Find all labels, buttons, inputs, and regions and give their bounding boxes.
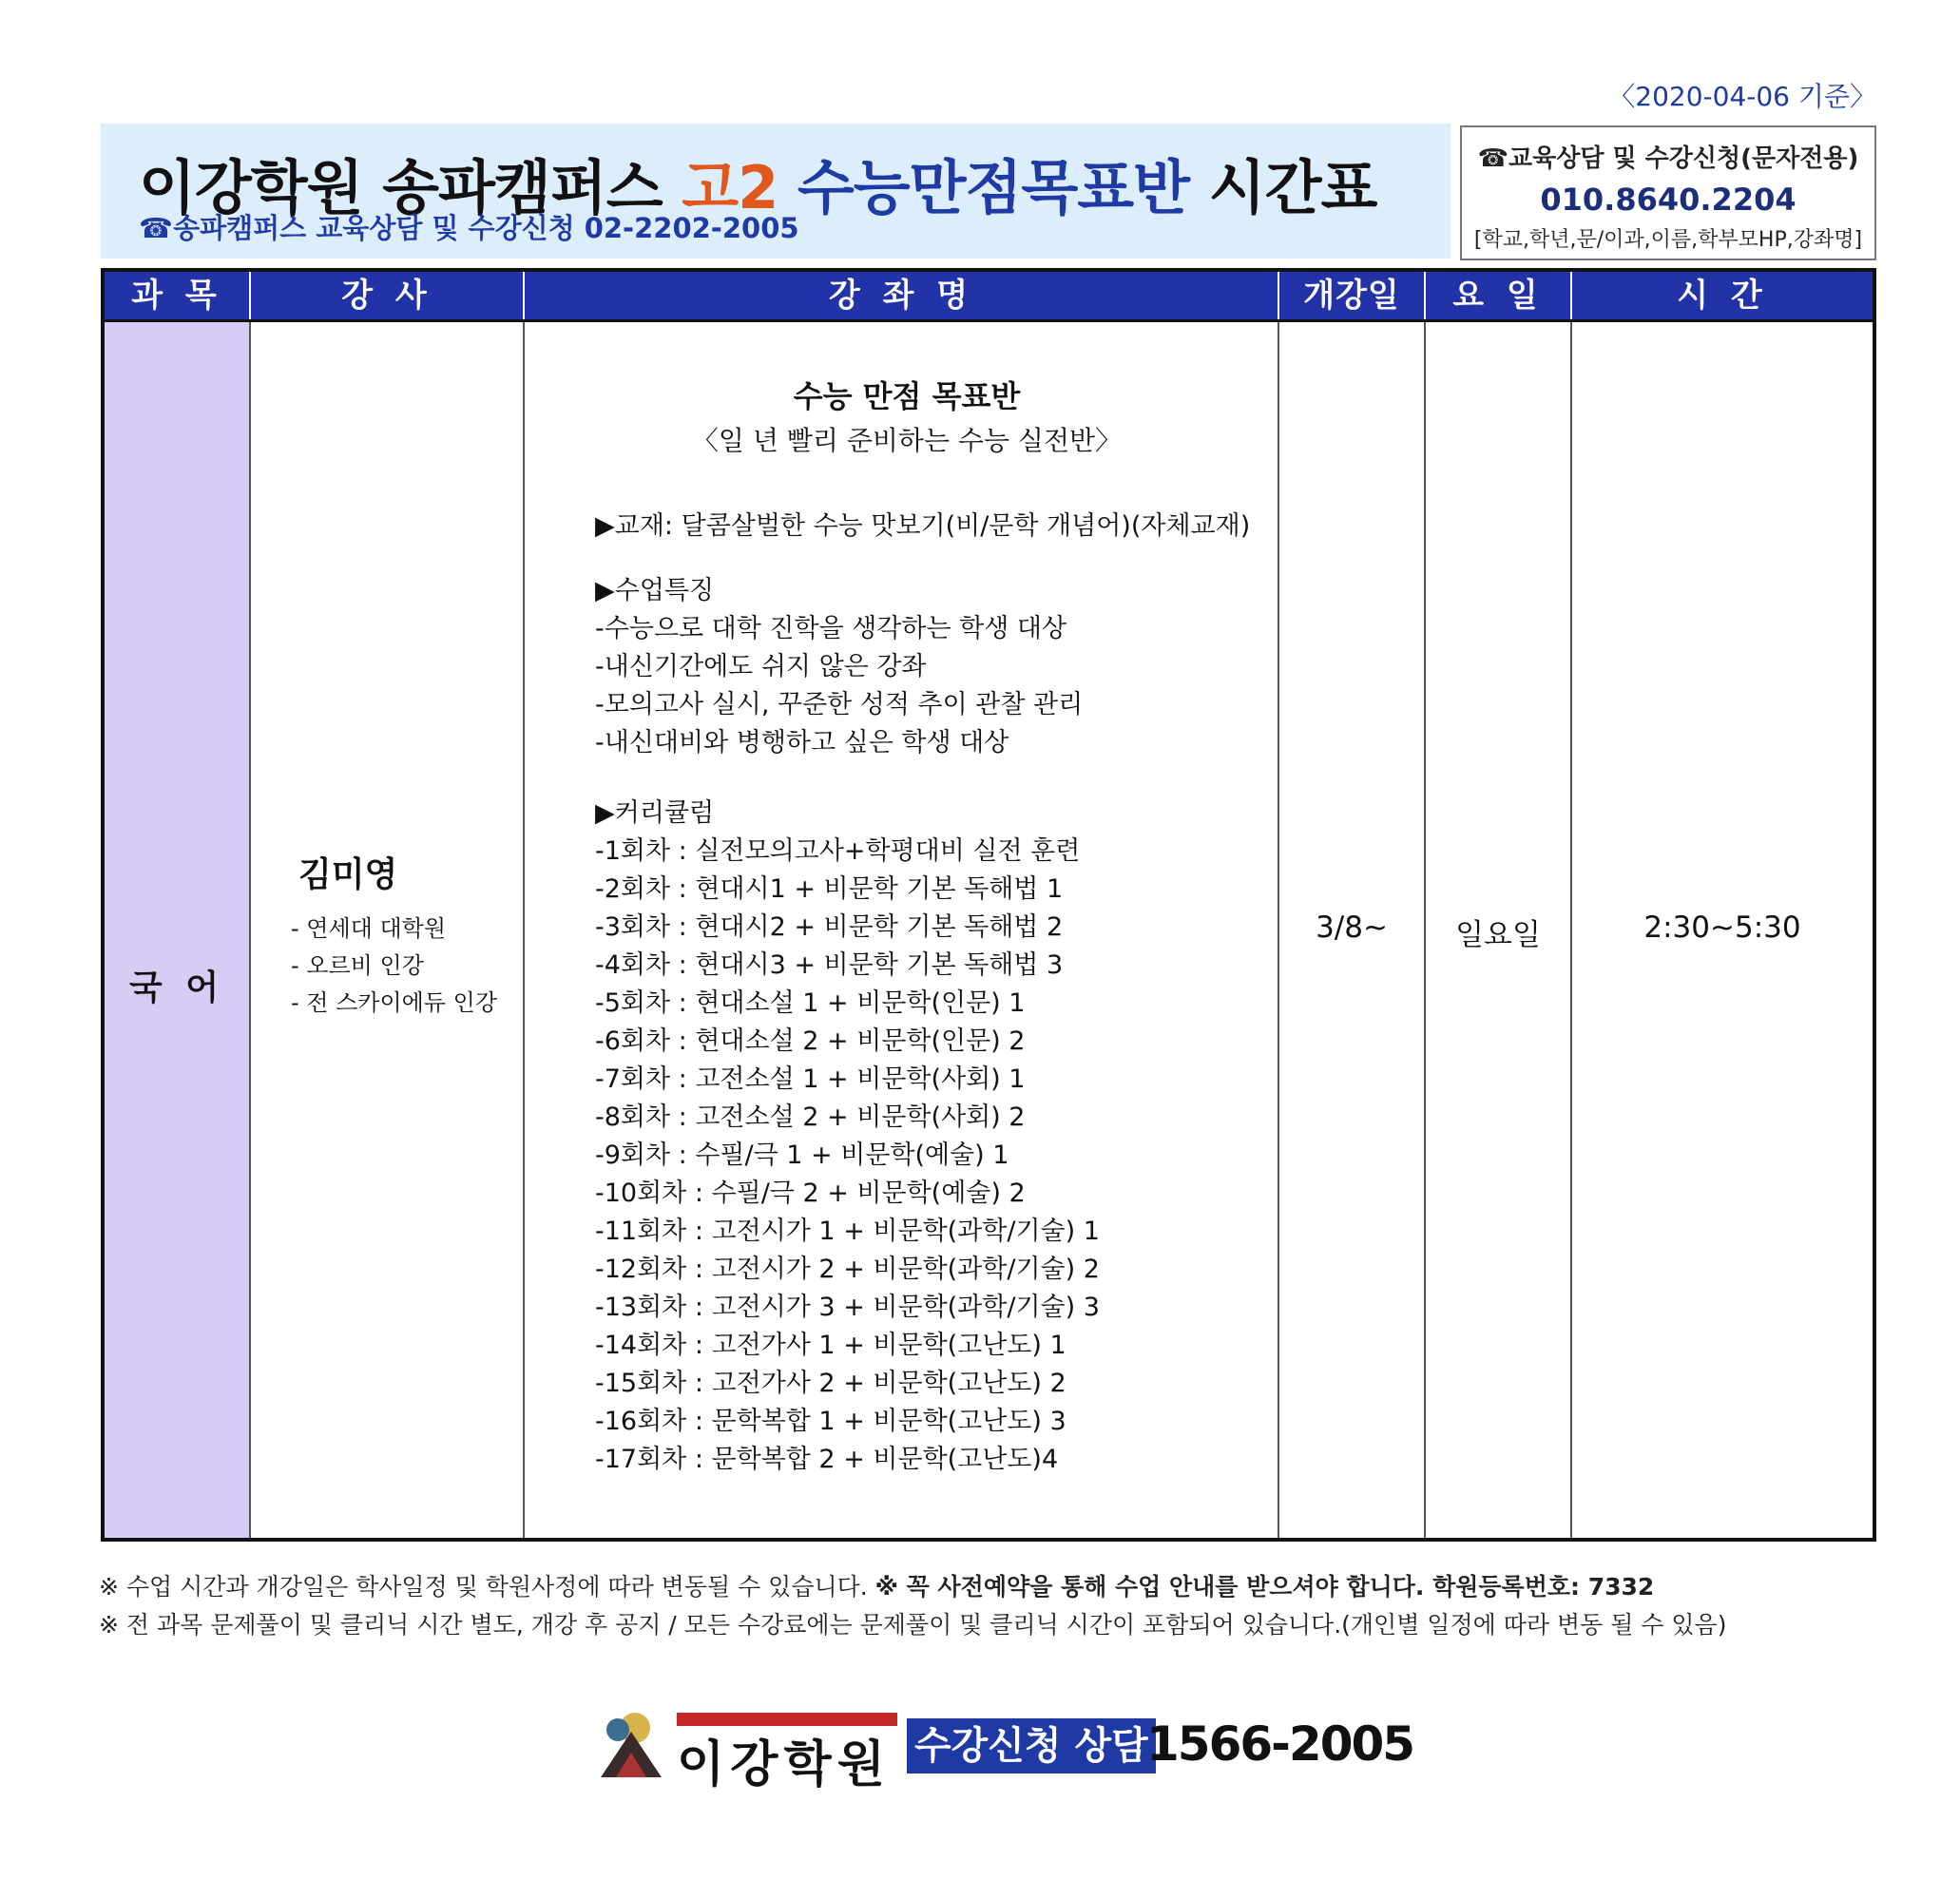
curriculum-item: -1회차 : 실전모의고사+학평대비 실전 훈련 bbox=[595, 836, 1081, 866]
curriculum-item: -2회차 : 현대시1 + 비문학 기본 독해법 1 bbox=[595, 874, 1064, 904]
column-divider bbox=[249, 322, 251, 1538]
title-grade: 고2 bbox=[682, 153, 778, 222]
curriculum-item: -4회차 : 현대시3 + 비문학 기본 독해법 3 bbox=[595, 950, 1064, 980]
curriculum-item: -5회차 : 현대소설 1 + 비문학(인문) 1 bbox=[595, 988, 1026, 1018]
header-time: 시 간 bbox=[1677, 277, 1768, 315]
contact-instructions: [학교,학년,문/이과,이름,학부모HP,강좌명] bbox=[1473, 228, 1863, 252]
curriculum-item: -17회차 : 문학복합 2 + 비문학(고난도)4 bbox=[595, 1445, 1059, 1474]
time-value: 2:30~5:30 bbox=[1643, 911, 1801, 945]
feature-item: -내신기간에도 쉬지 않은 강좌 bbox=[595, 652, 927, 681]
textbook-line: ▶교재: 달콤살벌한 수능 맛보기(비/문학 개념어)(자체교재) bbox=[595, 511, 1251, 541]
header-start-date: 개강일 bbox=[1303, 277, 1400, 315]
note-line-1 bbox=[99, 1568, 1726, 1606]
academy-logo-text: 이강학원 bbox=[677, 1736, 891, 1793]
header-course: 강 좌 명 bbox=[828, 277, 974, 315]
title-part3: 시간표 bbox=[1189, 153, 1377, 222]
header-divider bbox=[523, 272, 525, 319]
feature-item: -수능으로 대학 진학을 생각하는 학생 대상 bbox=[595, 614, 1067, 643]
teacher-credential: - 전 스카이에듀 인강 bbox=[291, 989, 498, 1016]
header-divider bbox=[1278, 272, 1279, 319]
course-description bbox=[595, 508, 1250, 1479]
curriculum-heading: ▶커리큘럼 bbox=[595, 798, 715, 828]
header-teacher: 강 사 bbox=[341, 277, 432, 315]
curriculum-section bbox=[595, 795, 1250, 1479]
features-heading: ▶수업특징 bbox=[595, 576, 715, 605]
academy-logo-icon bbox=[593, 1707, 669, 1783]
curriculum-item: -15회차 : 고전가사 2 + 비문학(고난도) 2 bbox=[595, 1369, 1066, 1398]
campus-phone-subtitle: ☎송파캠퍼스 교육상담 및 수강신청 02-2202-2005 bbox=[139, 212, 799, 244]
header-divider bbox=[1424, 272, 1426, 319]
curriculum-item: -8회차 : 고전소설 2 + 비문학(사회) 2 bbox=[595, 1102, 1026, 1132]
curriculum-item: -10회차 : 수필/극 2 + 비문학(예술) 2 bbox=[595, 1179, 1026, 1208]
teacher-name: 김미영 bbox=[298, 855, 398, 894]
curriculum-item: -3회차 : 현대시2 + 비문학 기본 독해법 2 bbox=[595, 912, 1064, 942]
curriculum-item: -16회차 : 문학복합 1 + 비문학(고난도) 3 bbox=[595, 1407, 1066, 1436]
curriculum-item: -6회차 : 현대소설 2 + 비문학(인문) 2 bbox=[595, 1026, 1026, 1056]
curriculum-item: -7회차 : 고전소설 1 + 비문학(사회) 1 bbox=[595, 1064, 1026, 1094]
day-value: 일요일 bbox=[1455, 918, 1541, 952]
course-title: 수능 만점 목표반 bbox=[793, 378, 1021, 414]
date-reference: 〈2020-04-06 기준〉 bbox=[1608, 81, 1876, 112]
contact-box bbox=[1460, 125, 1876, 260]
teacher-credential: - 연세대 대학원 bbox=[291, 915, 447, 942]
note-line-2: ※ 전 과목 문제풀이 및 클리닉 시간 별도, 개강 후 공지 / 모든 수강료에는 문제풀이 및 클리닉 시간이 포함되어 있습니다.(개인별 일정에 따라 변동 될 수 있음) bbox=[99, 1611, 1727, 1639]
header-day: 요 일 bbox=[1452, 277, 1544, 315]
timetable bbox=[101, 268, 1876, 1542]
header-divider bbox=[1570, 272, 1572, 319]
footer bbox=[593, 1707, 1414, 1793]
curriculum-item: -14회차 : 고전가사 1 + 비문학(고난도) 1 bbox=[595, 1331, 1066, 1360]
notes bbox=[99, 1568, 1726, 1644]
teacher-credentials bbox=[291, 911, 497, 1022]
table-header-row bbox=[105, 272, 1873, 322]
start-date-value: 3/8~ bbox=[1316, 911, 1388, 945]
title-class-name: 수능만점목표반 bbox=[778, 153, 1190, 222]
enroll-consult-label: 수강신청 상담 bbox=[907, 1718, 1156, 1774]
curriculum-item: -12회차 : 고전시가 2 + 비문학(과학/기술) 2 bbox=[595, 1255, 1100, 1284]
curriculum-item: -11회차 : 고전시가 1 + 비문학(과학/기술) 1 bbox=[595, 1217, 1100, 1246]
feature-item: -내신대비와 병행하고 싶은 학생 대상 bbox=[595, 728, 1009, 757]
header-subject: 과 목 bbox=[131, 277, 222, 315]
title-part1: 이강학원 송파캠퍼스 bbox=[139, 153, 682, 222]
enroll-phone: 1566-2005 bbox=[1146, 1716, 1414, 1772]
course-subtitle: 〈일 년 빨리 준비하는 수능 실전반〉 bbox=[691, 425, 1123, 456]
contact-phone: 010.8640.2204 bbox=[1540, 182, 1797, 218]
note-reservation: ※ 꼭 사전예약을 통해 수업 안내를 받으셔야 합니다. 학원등록번호: 7332 bbox=[874, 1573, 1655, 1601]
subject-label: 국 어 bbox=[128, 968, 225, 1007]
header-divider bbox=[249, 272, 251, 319]
teacher-credential: - 오르비 인강 bbox=[291, 952, 424, 979]
contact-heading: ☎교육상담 및 수강신청(문자전용) bbox=[1477, 144, 1859, 173]
curriculum-item: -13회차 : 고전시가 3 + 비문학(과학/기술) 3 bbox=[595, 1293, 1100, 1322]
subject-cell bbox=[105, 322, 249, 1538]
features-section bbox=[595, 572, 1250, 762]
column-divider bbox=[523, 322, 525, 1538]
feature-item: -모의고사 실시, 꾸준한 성적 추이 관찰 관리 bbox=[595, 690, 1084, 719]
curriculum-item: -9회차 : 수필/극 1 + 비문학(예술) 1 bbox=[595, 1141, 1009, 1170]
note-schedule: ※ 수업 시간과 개강일은 학사일정 및 학원사정에 따라 변동될 수 있습니다. bbox=[99, 1573, 875, 1601]
